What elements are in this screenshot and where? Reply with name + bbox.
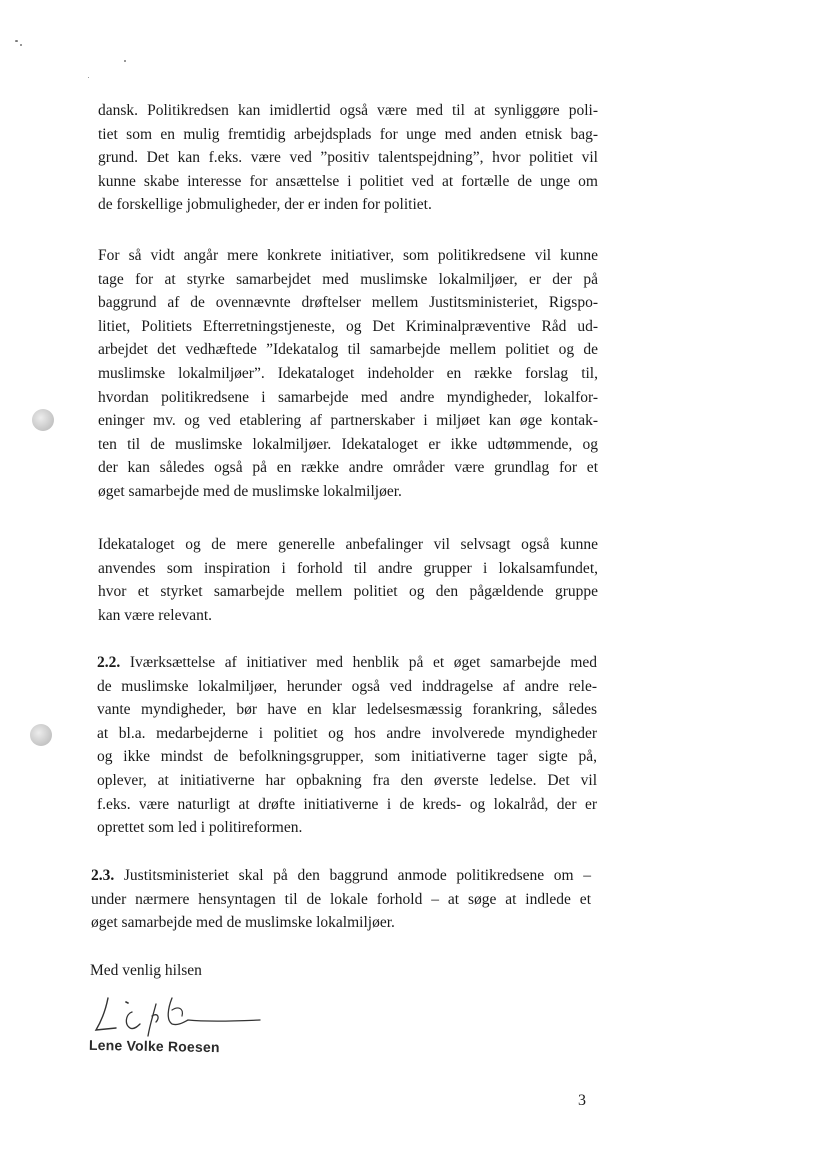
text-line: og ikke mindst de befolkningsgrupper, som initiativerne tager sigte på,: [97, 748, 597, 766]
text-line: baggrund af de ovennævnte drøftelser mellem Justitsministeriet, Rigspo-: [98, 294, 598, 312]
text-line: oprettet som led i politireformen.: [97, 819, 303, 837]
section-2-2: [97, 651, 597, 840]
text-line: dansk. Politikredsen kan imidlertid også være med til at synliggøre poli-: [98, 102, 598, 119]
text-line: oplever, at initiativerne har opbakning fra den øverste ledelse. Det vil: [97, 771, 597, 789]
scan-speck: [20, 44, 22, 46]
punch-hole-icon: [32, 409, 54, 431]
section-first-line: Iværksættelse af initiativer med henblik på et øget samarbejde med: [120, 654, 597, 671]
text-line: øget samarbejde med de muslimske lokalmiljøer.: [98, 482, 402, 500]
text-line: [97, 651, 597, 675]
text-line: muslimske lokalmiljøer”. Idekataloget indeholder en række forslag til,: [98, 364, 598, 382]
section-first-line: Justitsministeriet skal på den baggrund anmode politikredsene om –: [114, 867, 591, 884]
text-line: f.eks. være naturligt at drøfte initiativerne i de kreds- og lokalråd, der er: [97, 795, 597, 813]
text-line: ten til de muslimske lokalmiljøer. Idekataloget er ikke udtømmende, og: [98, 435, 598, 453]
text-line: litiet, Politiets Efterretningstjeneste, og Det Kriminalpræventive Råd ud-: [98, 317, 598, 335]
text-line: eninger mv. og ved etablering af partnerskaber i miljøet kan øge kontak-: [98, 412, 598, 430]
text-line: under nærmere hensyntagen til de lokale forhold – at søge at indlede et: [91, 890, 591, 908]
signatory-name: Lene Volke Roesen: [88, 1036, 220, 1056]
closing-salutation: Med venlig hilsen: [90, 962, 202, 979]
scan-speck: [15, 40, 18, 42]
text-line: øget samarbejde med de muslimske lokalmiljøer.: [91, 914, 395, 932]
text-line: vante myndigheder, bør have en klar ledelsesmæssig forankring, således: [97, 701, 597, 719]
scan-speck: [124, 60, 126, 62]
text-line: de forskellige jobmuligheder, der er inden for politiet.: [98, 196, 432, 214]
text-line: kunne skabe interesse for ansættelse i politiet ved at fortælle de unge om: [98, 172, 598, 190]
text-line: der kan således også på en række andre områder være grundlag for et: [98, 459, 598, 477]
punch-hole-icon: [30, 724, 52, 746]
text-line: For så vidt angår mere konkrete initiativer, som politikredsene vil kunne: [98, 247, 598, 264]
section-number: 2.3.: [91, 867, 115, 884]
text-line: hvor et styrket samarbejde mellem politiet og den pågældende gruppe: [98, 583, 598, 601]
text-line: tiet som en mulig fremtidig arbejdsplads for unge med anden etnisk bag-: [98, 125, 598, 143]
handwritten-signature: [88, 990, 268, 1040]
text-line: at bl.a. medarbejderne i politiet og hos andre involverede myndigheder: [97, 724, 597, 742]
text-line: anvendes som inspiration i forhold til andre grupper i lokalsamfundet,: [98, 559, 598, 577]
text-line: grund. Det kan f.eks. være ved ”positiv talentspejdning”, hvor politiet vil: [98, 149, 598, 167]
text-line: tage for at styrke samarbejdet med muslimske lokalmiljøer, er der på: [98, 270, 598, 288]
paragraph-1: [98, 99, 598, 217]
section-number: 2.2.: [97, 654, 121, 671]
paragraph-3: [98, 533, 598, 627]
text-line: [91, 864, 591, 888]
text-line: kan være relevant.: [98, 606, 213, 624]
text-line: hvordan politikredsene i samarbejde med andre myndigheder, lokalfor-: [98, 388, 598, 406]
scan-speck: [88, 77, 89, 78]
page-number: 3: [578, 1092, 586, 1109]
paragraph-2: [98, 244, 598, 504]
text-line: de muslimske lokalmiljøer, herunder også ved inddragelse af andre rele-: [97, 677, 597, 695]
text-line: arbejdet det vedhæftede ”Idekatalog til samarbejde mellem politiet og de: [98, 341, 598, 359]
text-line: Idekataloget og de mere generelle anbefalinger vil selvsagt også kunne: [98, 536, 598, 553]
section-2-3: [91, 864, 591, 935]
closing: [90, 959, 590, 983]
